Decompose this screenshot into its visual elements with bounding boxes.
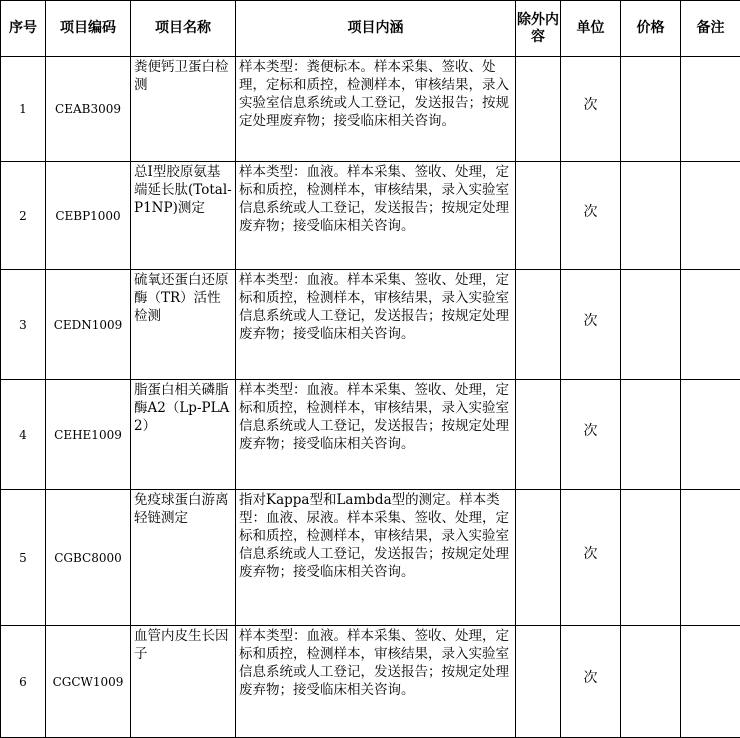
cell-excluded [516, 626, 561, 738]
header-row [1, 1, 740, 57]
cell-name: 粪便钙卫蛋白检测 [131, 57, 236, 162]
table-row [1, 57, 740, 162]
cell-code: CEDN1009 [46, 270, 131, 380]
cell-price [621, 162, 681, 270]
cell-seq: 1 [1, 57, 46, 162]
cell-name: 脂蛋白相关磷脂酶A2（Lp-PLA2） [131, 380, 236, 490]
cell-content: 样本类型：血液。样本采集、签收、处理，定标和质控，检测样本，审核结果，录入实验室信息系统或人工登记，发送报告；按规定处理废弃物；接受临床相关咨询。 [236, 626, 516, 738]
header-note: 备注 [681, 1, 740, 57]
cell-excluded [516, 162, 561, 270]
cell-unit: 次 [561, 57, 621, 162]
table-row [1, 380, 740, 490]
cell-seq: 3 [1, 270, 46, 380]
cell-note [681, 162, 740, 270]
cell-excluded [516, 270, 561, 380]
header-price: 价格 [621, 1, 681, 57]
cell-price [621, 57, 681, 162]
cell-seq: 4 [1, 380, 46, 490]
cell-note [681, 380, 740, 490]
header-content: 项目内涵 [236, 1, 516, 57]
cell-unit: 次 [561, 626, 621, 738]
cell-price [621, 270, 681, 380]
cell-name: 硫氧还蛋白还原酶（TR）活性检测 [131, 270, 236, 380]
cell-content: 样本类型：血液。样本采集、签收、处理，定标和质控，检测样本，审核结果，录入实验室信息系统或人工登记，发送报告；按规定处理废弃物；接受临床相关咨询。 [236, 162, 516, 270]
cell-name: 血管内皮生长因子 [131, 626, 236, 738]
cell-note [681, 270, 740, 380]
cell-code: CEAB3009 [46, 57, 131, 162]
cell-name: 总Ⅰ型胶原氨基端延长肽(Total-P1NP)测定 [131, 162, 236, 270]
cell-unit: 次 [561, 490, 621, 626]
cell-excluded [516, 490, 561, 626]
cell-note [681, 490, 740, 626]
cell-excluded [516, 57, 561, 162]
cell-price [621, 626, 681, 738]
cell-code: CGBC8000 [46, 490, 131, 626]
table-row [1, 490, 740, 626]
header-name: 项目名称 [131, 1, 236, 57]
cell-excluded [516, 380, 561, 490]
cell-code: CEBP1000 [46, 162, 131, 270]
cell-content: 指对Kappa型和Lambda型的测定。样本类型：血液、尿液。样本采集、签收、处理，定标和质控，检测样本，审核结果，录入实验室信息系统或人工登记，发送报告；按规定处理废弃物；接受临床相关咨询。 [236, 490, 516, 626]
cell-content: 样本类型：血液。样本采集、签收、处理，定标和质控，检测样本，审核结果，录入实验室信息系统或人工登记，发送报告；按规定处理废弃物；接受临床相关咨询。 [236, 270, 516, 380]
header-unit: 单位 [561, 1, 621, 57]
table-row [1, 626, 740, 738]
cell-seq: 6 [1, 626, 46, 738]
cell-seq: 5 [1, 490, 46, 626]
cell-code: CEHE1009 [46, 380, 131, 490]
cell-price [621, 380, 681, 490]
cell-content: 样本类型：血液。样本采集、签收、处理，定标和质控，检测样本，审核结果，录入实验室信息系统或人工登记，发送报告；按规定处理废弃物；接受临床相关咨询。 [236, 380, 516, 490]
cell-note [681, 57, 740, 162]
table-row [1, 270, 740, 380]
cell-unit: 次 [561, 162, 621, 270]
header-seq: 序号 [1, 1, 46, 57]
cell-code: CGCW1009 [46, 626, 131, 738]
cell-seq: 2 [1, 162, 46, 270]
cell-name: 免疫球蛋白游离轻链测定 [131, 490, 236, 626]
header-excluded: 除外内容 [516, 1, 561, 57]
cell-note [681, 626, 740, 738]
header-code: 项目编码 [46, 1, 131, 57]
cell-unit: 次 [561, 380, 621, 490]
cell-unit: 次 [561, 270, 621, 380]
cell-price [621, 490, 681, 626]
table-row [1, 162, 740, 270]
cell-content: 样本类型：粪便标本。样本采集、签收、处理，定标和质控，检测样本，审核结果，录入实验室信息系统或人工登记，发送报告；按规定处理废弃物；接受临床相关咨询。 [236, 57, 516, 162]
